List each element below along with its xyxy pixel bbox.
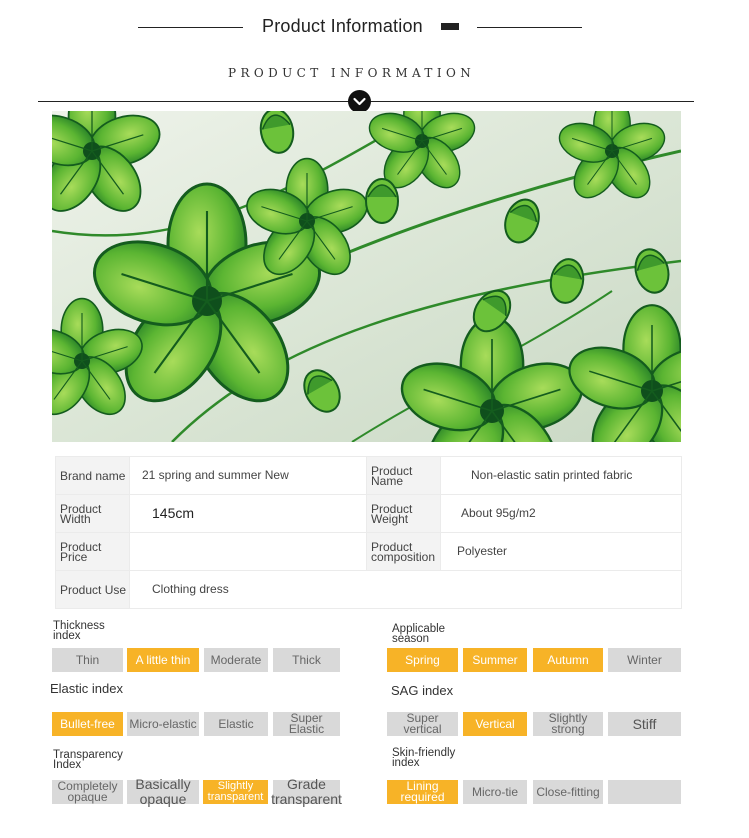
season-option-spring[interactable]: Spring — [387, 648, 458, 672]
transparency-option-completely-opaque[interactable]: Completely opaque — [52, 780, 123, 804]
thickness-option-thick[interactable]: Thick — [273, 648, 340, 672]
transparency-option-slightly-transparent[interactable]: Slightly transparent — [203, 780, 268, 804]
table-row — [56, 571, 682, 609]
header-rule-left — [138, 27, 243, 28]
season-option-autumn[interactable]: Autumn — [533, 648, 603, 672]
season-option-summer[interactable]: Summer — [463, 648, 527, 672]
elastic-option-micro-elastic[interactable]: Micro-elastic — [127, 712, 199, 736]
product-photo — [52, 111, 681, 442]
skin-option-lining-required[interactable]: Lining required — [387, 780, 458, 804]
composition-value: Polyester — [441, 533, 682, 571]
transparency-option-basically-opaque[interactable]: Basically opaque — [127, 780, 199, 804]
sag-option-stiff[interactable]: Stiff — [608, 712, 681, 736]
weight-label: Product Weight — [367, 495, 441, 533]
use-value: Clothing dress — [130, 571, 682, 609]
sag-index-label: SAG index — [391, 683, 454, 698]
header-rule-right — [477, 27, 582, 28]
page-title: Product Information — [262, 16, 423, 36]
skin-friendly-index-label: Skin-friendly index — [392, 747, 456, 769]
title-dash-mark — [441, 23, 459, 30]
weight-value: About 95g/m2 — [441, 495, 682, 533]
sag-option-super-vertical[interactable]: Super vertical — [387, 712, 458, 736]
skin-option-close-fitting[interactable]: Close-fitting — [533, 780, 603, 804]
product-name-label: Product Name — [367, 457, 441, 495]
elastic-option-elastic[interactable]: Elastic — [204, 712, 268, 736]
elastic-index-label: Elastic index — [50, 681, 123, 696]
brand-label: Brand name — [56, 457, 130, 495]
thickness-option-a-little-thin[interactable]: A little thin — [127, 648, 199, 672]
chevron-down-icon[interactable] — [348, 90, 371, 113]
table-row — [56, 533, 682, 571]
composition-label: Product composition — [367, 533, 441, 571]
width-value: 145cm — [130, 495, 367, 533]
table-row — [56, 495, 682, 533]
use-label: Product Use — [56, 571, 130, 609]
transparency-index-label: Transparency Index — [53, 749, 123, 771]
skin-option-micro-tie[interactable]: Micro-tie — [463, 780, 527, 804]
sag-option-slightly-strong[interactable]: Slightly strong — [533, 712, 603, 736]
table-row — [56, 457, 682, 495]
width-label: Product Width — [56, 495, 130, 533]
price-label: Product Price — [56, 533, 130, 571]
elastic-option-bullet-free[interactable]: Bullet-free — [52, 712, 123, 736]
brand-value: 21 spring and summer New — [130, 457, 367, 495]
thickness-index-label: Thickness index — [53, 620, 105, 642]
thickness-option-thin[interactable]: Thin — [52, 648, 123, 672]
skin-option-blank[interactable] — [608, 780, 681, 804]
season-option-winter[interactable]: Winter — [608, 648, 681, 672]
season-label: Applicable season — [392, 623, 446, 645]
price-value — [130, 533, 367, 571]
product-name-value: Non-elastic satin printed fabric — [441, 457, 682, 495]
sag-option-vertical[interactable]: Vertical — [463, 712, 527, 736]
transparency-option-grade-transparent[interactable]: Grade transparent — [271, 776, 342, 807]
page-subtitle: PRODUCT INFORMATION — [228, 66, 476, 80]
elastic-option-super-elastic[interactable]: Super Elastic — [273, 712, 340, 736]
thickness-option-moderate[interactable]: Moderate — [204, 648, 268, 672]
spec-table — [55, 456, 682, 609]
